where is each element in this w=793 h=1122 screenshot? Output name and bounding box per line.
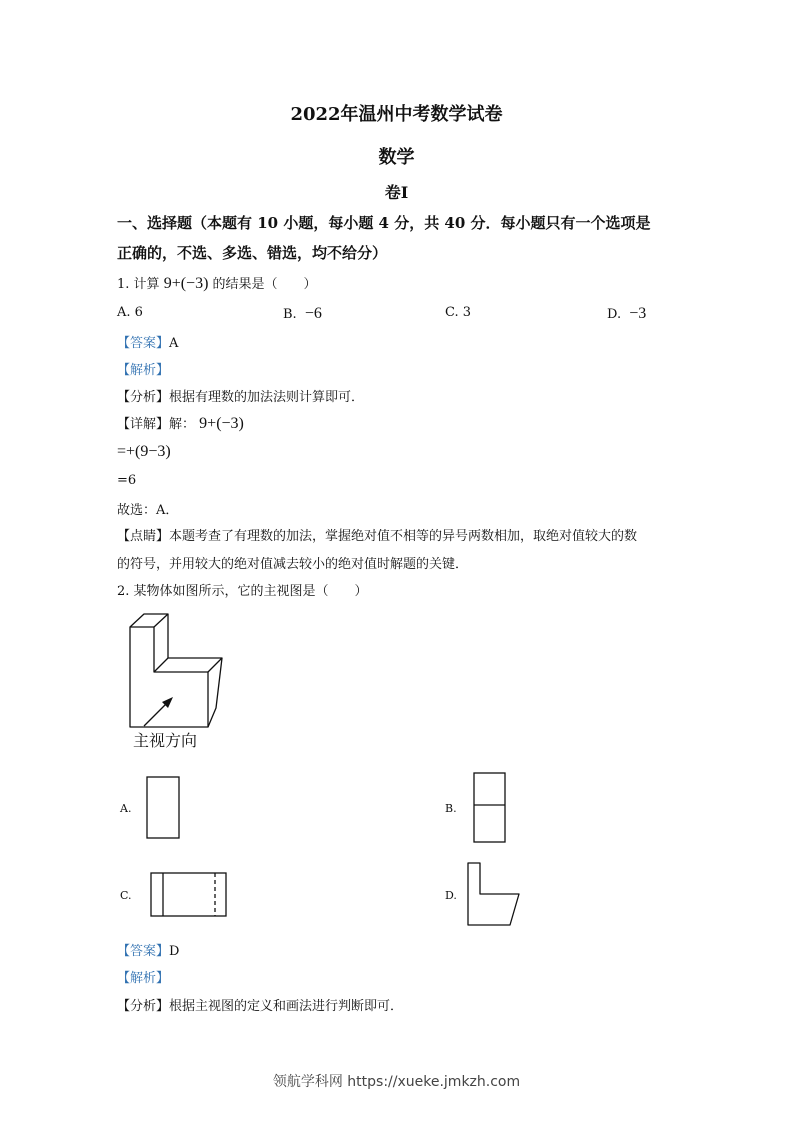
q1-comment-text1: 本题考查了有理数的加法，掌握绝对值不相等的异号两数相加，取绝对值较大的数 xyxy=(169,529,638,544)
q2-option-a-figure[interactable] xyxy=(146,776,180,840)
q1-fenxi-tag: 【分析】 xyxy=(117,390,170,405)
q2-fenxi xyxy=(117,995,403,1014)
section-heading-line2: 正确的，不选、多选、错选，均不给分） xyxy=(117,244,388,262)
q1-choose: 故选：A． xyxy=(117,503,179,518)
q1-detail xyxy=(117,413,244,433)
q1-answer-value: A xyxy=(169,336,179,351)
q1-step3: =6 xyxy=(117,473,137,488)
q1-option-a[interactable]: A. 6 xyxy=(117,305,143,320)
q1-option-d[interactable] xyxy=(607,305,646,323)
q1-option-d-label: D. xyxy=(607,307,622,322)
q2-analysis-tag: 【解析】 xyxy=(117,971,170,986)
q1-detail-tag: 【详解】 xyxy=(117,417,170,432)
q1-option-c[interactable]: C. 3 xyxy=(445,305,472,320)
q2-object-figure xyxy=(120,612,240,732)
q2-option-b-label: B. xyxy=(445,802,457,815)
q1-detail-expr: 9+(−3) xyxy=(199,415,244,432)
q1-step2: =+(9−3) xyxy=(117,443,171,460)
q1-option-b[interactable] xyxy=(283,305,322,323)
q1-analysis-tag: 【解析】 xyxy=(117,363,170,378)
section-heading-line1: 一、选择题（本题有 10 小题，每小题 4 分，共 40 分．每小题只有一个选项是 xyxy=(117,214,651,232)
q1-comment-line1 xyxy=(117,525,637,544)
q2-option-b-figure[interactable] xyxy=(473,772,507,844)
q2-answer xyxy=(117,940,179,959)
subject-title: 数学 xyxy=(378,147,415,168)
q1-option-b-value: −6 xyxy=(304,305,322,322)
q1-comment-line2: 的符号，并用较大的绝对值减去较小的绝对值时解题的关键． xyxy=(117,557,469,572)
q2-option-d-label: D. xyxy=(445,889,457,902)
q1-stem-prefix: 1. 计算 xyxy=(117,277,160,292)
q1-fenxi-text: 根据有理数的加法法则计算即可． xyxy=(169,390,365,405)
q2-stem: 2. 某物体如图所示，它的主视图是（ ） xyxy=(117,584,368,599)
page-title: 2022年温州中考数学试卷 xyxy=(290,104,503,125)
q1-option-d-value: −3 xyxy=(629,305,647,322)
q2-option-d-figure[interactable] xyxy=(466,862,524,928)
q1-option-b-label: B. xyxy=(283,307,297,322)
viewing-direction-arrow-icon xyxy=(140,690,180,730)
q1-stem xyxy=(117,273,317,293)
q2-option-a-label: A. xyxy=(120,802,132,815)
volume-title: 卷I xyxy=(384,183,409,202)
q1-stem-expr: 9+(−3) xyxy=(163,275,209,292)
page-footer[interactable]: 领航学科网 https://xueke.jmkzh.com xyxy=(272,1074,521,1090)
q2-option-c-figure[interactable] xyxy=(150,872,228,918)
q2-answer-tag: 【答案】 xyxy=(117,944,170,959)
q2-answer-value: D xyxy=(169,944,180,959)
q1-detail-prefix: 解： xyxy=(169,417,196,432)
q2-option-c-label: C. xyxy=(120,889,132,902)
q2-fenxi-tag: 【分析】 xyxy=(117,999,170,1014)
q2-figure-caption: 主视方向 xyxy=(133,731,198,750)
q1-answer xyxy=(117,332,178,351)
q1-answer-tag: 【答案】 xyxy=(117,336,170,351)
q1-stem-suffix: 的结果是（ ） xyxy=(212,277,317,292)
q1-fenxi xyxy=(117,386,364,405)
q1-comment-tag: 【点睛】 xyxy=(117,529,170,544)
q2-fenxi-text: 根据主视图的定义和画法进行判断即可． xyxy=(169,999,404,1014)
